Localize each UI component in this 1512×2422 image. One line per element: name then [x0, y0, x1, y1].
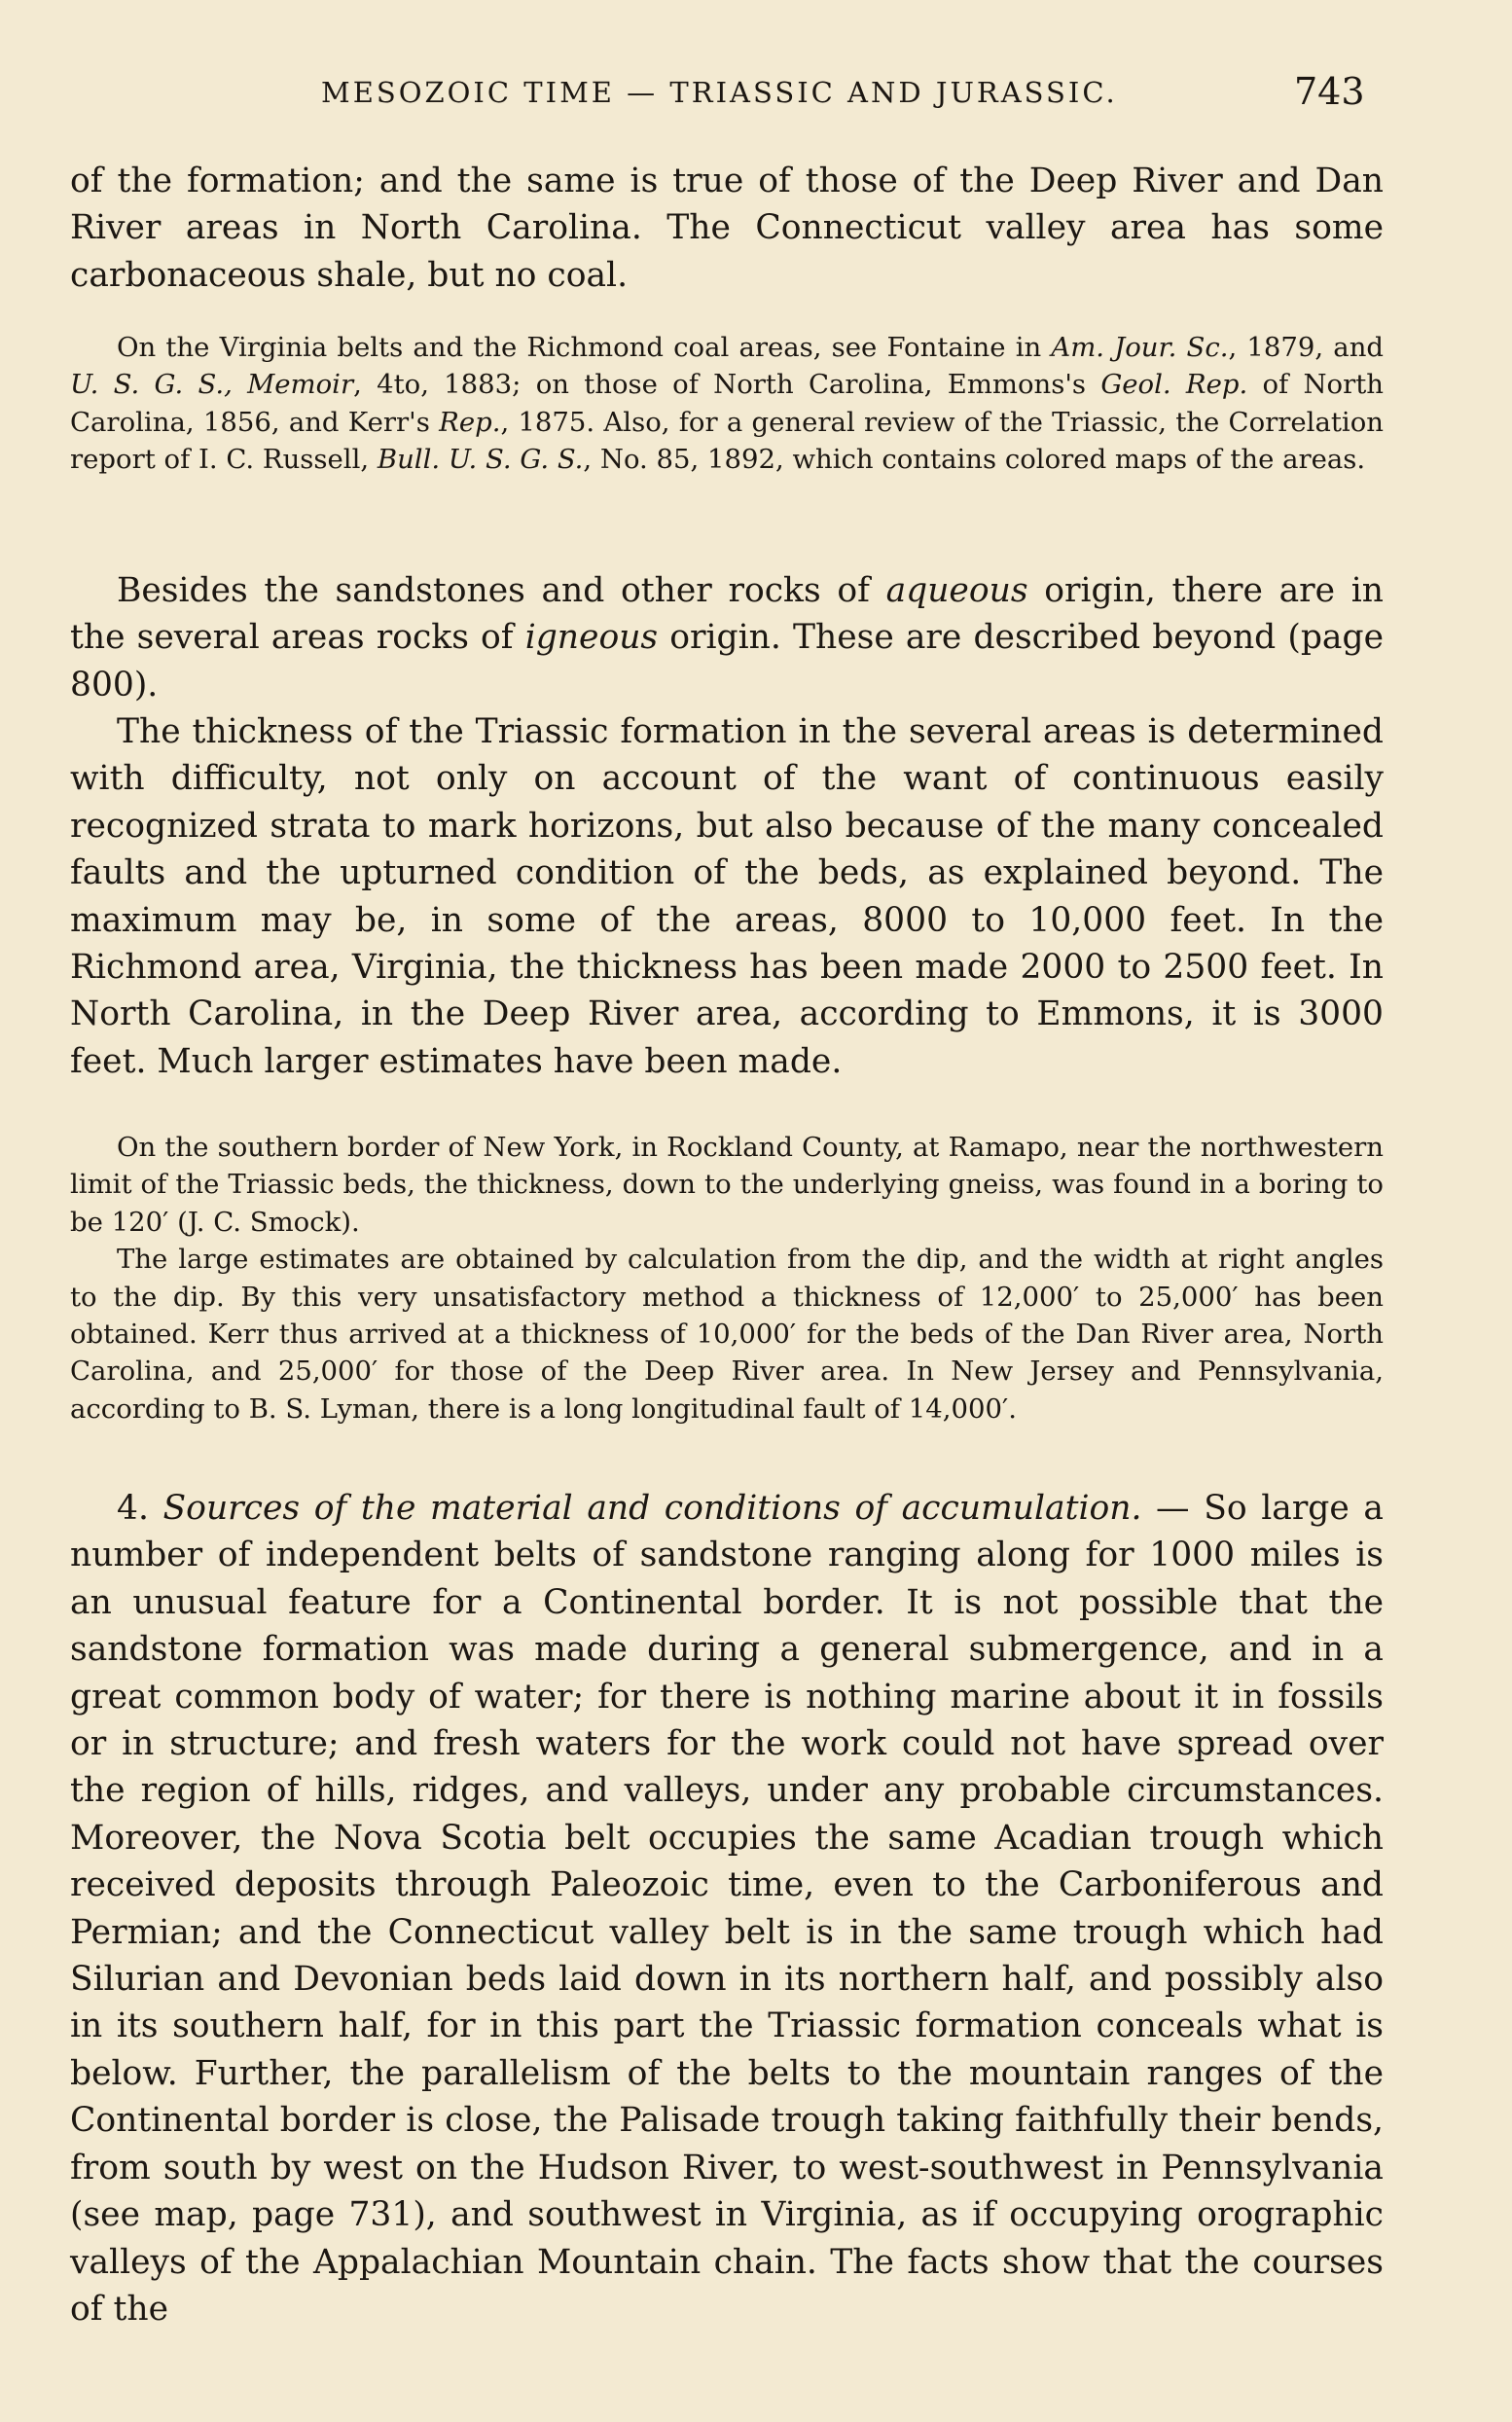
text-run: , 1879, and — [1228, 332, 1385, 363]
text-run: of North Carolina, 1856, and Kerr's — [70, 369, 1385, 438]
section-heading: Sources of the material and conditions of accumulation. — [162, 1489, 1142, 1528]
text-run: — — [1141, 1489, 1205, 1528]
paragraph-text — [70, 567, 1384, 708]
text-run: origin. These are described beyond (page 800). — [70, 618, 1384, 705]
emphasis-italic: aqueous — [885, 571, 1028, 610]
paragraph-igneous — [70, 567, 1384, 708]
page-number: 743 — [1294, 70, 1365, 113]
footnote-text — [70, 329, 1384, 479]
footnote-thickness — [70, 1129, 1384, 1428]
emphasis-italic: igneous — [524, 618, 659, 658]
citation-italic: U. S. G. S., Memoir — [70, 369, 354, 401]
running-head: MESOZOIC TIME — TRIASSIC AND JURASSIC. — [321, 76, 1118, 109]
footnote-text: On the southern border of New York, in Rockland County, at Ramapo, near the northwestern limit of the Triassic beds, the thickness, down to the underlying gneiss, was found in a boring to be 120′ (J. C. Smock). — [70, 1132, 1384, 1238]
footnote-text: The large estimates are obtained by calculation from the dip, and the width at right angles to the dip. By this very unsatisfactory method a thickness of 12,000′ to 25,000′ has been obtained. Kerr thus arrived at a thickness of 10,000′ for the beds of the Dan River area, North Carolina, and 25,000′ for those of the Deep River area. In New Jersey and Pennsylvania, according to B. S. Lyman, there is a long longitudinal fault of 14,000′. — [70, 1244, 1384, 1425]
footnote-virginia-belts — [70, 329, 1384, 479]
paragraph-text — [70, 1485, 1384, 2332]
page-header — [0, 66, 1512, 125]
text-run: So large a number of independent belts of sandstone ranging along for 1000 miles is an unusual feature for a Continental border. It is not possible that the sandstone formation was made during a general submergence, and in a great common body of water; for there is nothing marine about it in fossils or in structure; and fresh waters for the work could not have spread over the region of hills, ridges, and valleys, under any probable circumstances. Moreover, the Nova Scotia belt occupies the same Acadian trough which received deposits through Paleozoic time, even to the Carboniferous and Permian; and the Connecticut valley belt is in the same trough which had Silurian and Devonian beds laid down in its northern half, and possibly also in its southern half, for in this part the Triassic formation conceals what is below. Further, the parallelism of the belts to the mountain ranges of the Continental border is close, the Palisade trough taking faithfully their bends, from south by west on the Hudson River, to west-southwest in Pennsylvania (see map, page 731), and southwest in Virginia, as if occupying orographic valleys of the Appalachian Mountain chain. The facts show that the courses of the — [70, 1489, 1384, 2329]
text-run: On the Virginia belts and the Richmond coal areas, see Fontaine in — [117, 332, 1052, 363]
citation-italic: Am. Jour. Sc. — [1051, 332, 1229, 363]
section-sources — [70, 1485, 1384, 2332]
paragraph-coal-areas — [70, 158, 1384, 299]
text-run: , 1875. Also, for a general review of the Triassic, the Correlation report of I. C. Russell, — [70, 406, 1384, 476]
citation-italic: Rep. — [439, 406, 501, 438]
citation-italic: Bull. U. S. G. S. — [377, 444, 584, 476]
text-run: , 4to, 1883; on those of North Carolina, Emmons's — [353, 369, 1101, 401]
citation-italic: Geol. Rep. — [1100, 369, 1248, 401]
text-run: origin, there are in the several areas rocks of — [70, 571, 1384, 658]
text-run: Besides the sandstones and other rocks of — [117, 571, 886, 610]
text-run: , No. 85, 1892, which contains colored maps of the areas. — [583, 444, 1366, 476]
section-number: 4. — [117, 1489, 163, 1528]
paragraph-thickness — [70, 708, 1384, 1085]
paragraph-text: of the formation; and the same is true of those of the Deep River and Dan River areas in North Carolina. The Connecticut valley area has some carbonaceous shale, but no coal. — [70, 162, 1384, 295]
paragraph-text: The thickness of the Triassic formation in the several areas is determined with difficulty, not only on account of the want of continuous easily recognized strata to mark horizons, but also because of the many concealed faults and the upturned condition of the beds, as explained beyond. The maximum may be, in some of the areas, 8000 to 10,000 feet. In the Richmond area, Virginia, the thickness has been made 2000 to 2500 feet. In North Carolina, in the Deep River area, according to Emmons, it is 3000 feet. Much larger estimates have been made. — [70, 712, 1384, 1081]
